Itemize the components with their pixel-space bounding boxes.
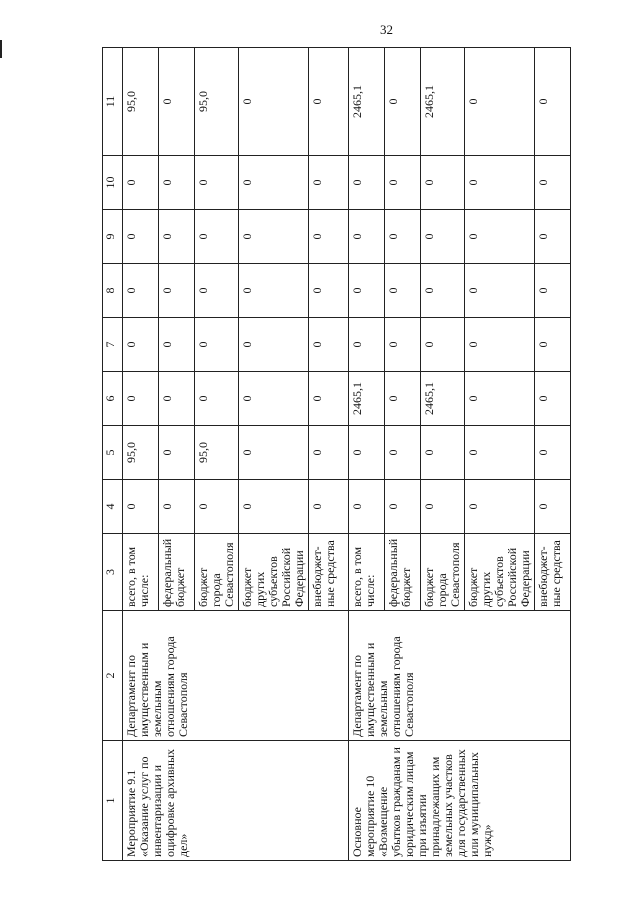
value-cell: 0 xyxy=(349,210,385,264)
value-cell: 0 xyxy=(385,426,421,480)
value-cell: 0 xyxy=(309,48,349,156)
value-cell: 0 xyxy=(385,318,421,372)
header-cell: 7 xyxy=(103,318,123,372)
value-cell: 0 xyxy=(239,48,309,156)
value-cell: 0 xyxy=(385,210,421,264)
value-cell: 0 xyxy=(309,372,349,426)
value-cell: 0 xyxy=(239,426,309,480)
value-cell: 0 xyxy=(349,318,385,372)
funding-source: внебюджет-ные средства xyxy=(535,534,571,611)
value-cell: 0 xyxy=(195,156,239,210)
value-cell: 0 xyxy=(239,156,309,210)
value-cell: 0 xyxy=(159,318,195,372)
value-cell: 0 xyxy=(349,480,385,534)
value-cell: 0 xyxy=(535,210,571,264)
header-cell: 11 xyxy=(103,48,123,156)
value-cell: 0 xyxy=(535,372,571,426)
value-cell: 0 xyxy=(123,210,159,264)
value-cell: 0 xyxy=(535,264,571,318)
value-cell: 0 xyxy=(465,210,535,264)
funding-source: федеральный бюджет xyxy=(385,534,421,611)
value-cell: 0 xyxy=(465,480,535,534)
value-cell: 0 xyxy=(159,48,195,156)
value-cell: 0 xyxy=(535,480,571,534)
value-cell: 0 xyxy=(239,372,309,426)
funding-source: федеральный бюджет xyxy=(159,534,195,611)
value-cell: 0 xyxy=(535,426,571,480)
value-cell: 0 xyxy=(309,426,349,480)
value-cell: 0 xyxy=(349,156,385,210)
value-cell: 2465,1 xyxy=(349,48,385,156)
value-cell: 0 xyxy=(123,372,159,426)
value-cell: 0 xyxy=(465,48,535,156)
rotated-table-container xyxy=(102,48,563,861)
value-cell: 0 xyxy=(159,210,195,264)
value-cell: 0 xyxy=(239,210,309,264)
value-cell: 0 xyxy=(465,318,535,372)
value-cell: 0 xyxy=(309,156,349,210)
funding-source: бюджет города Севастополя xyxy=(421,534,465,611)
value-cell: 0 xyxy=(309,318,349,372)
value-cell: 0 xyxy=(421,210,465,264)
value-cell: 0 xyxy=(385,156,421,210)
value-cell: 0 xyxy=(309,264,349,318)
value-cell: 0 xyxy=(465,264,535,318)
value-cell: 0 xyxy=(385,372,421,426)
header-cell: 3 xyxy=(103,534,123,611)
value-cell: 0 xyxy=(465,426,535,480)
header-cell: 9 xyxy=(103,210,123,264)
value-cell: 0 xyxy=(385,480,421,534)
value-cell: 0 xyxy=(535,156,571,210)
value-cell: 0 xyxy=(239,480,309,534)
funding-source: бюджет других субъектов Российской Федерации xyxy=(465,534,535,611)
value-cell: 0 xyxy=(535,318,571,372)
left-edge-mark xyxy=(0,40,2,58)
value-cell: 2465,1 xyxy=(349,372,385,426)
value-cell: 0 xyxy=(421,480,465,534)
value-cell: 0 xyxy=(195,480,239,534)
value-cell: 0 xyxy=(385,264,421,318)
table-row xyxy=(349,48,385,861)
value-cell: 0 xyxy=(421,426,465,480)
value-cell: 2465,1 xyxy=(421,372,465,426)
measure-name: Мероприятие 9.1 «Оказание услуг по инвентаризации и оцифровке архивных дел» xyxy=(123,741,349,861)
value-cell: 95,0 xyxy=(195,426,239,480)
value-cell: 95,0 xyxy=(123,426,159,480)
value-cell: 0 xyxy=(421,156,465,210)
value-cell: 0 xyxy=(239,318,309,372)
value-cell: 95,0 xyxy=(123,48,159,156)
header-row xyxy=(103,48,123,861)
value-cell: 0 xyxy=(309,480,349,534)
value-cell: 0 xyxy=(535,48,571,156)
header-cell: 4 xyxy=(103,480,123,534)
value-cell: 0 xyxy=(159,426,195,480)
value-cell: 0 xyxy=(195,264,239,318)
header-cell: 6 xyxy=(103,372,123,426)
header-cell: 8 xyxy=(103,264,123,318)
measure-name: Основное мероприятие 10 «Возмещение убытков гражданам и юридическим лицам при изъятии принадлежащих им земельных участков для государственных или муниципальных нужд» xyxy=(349,741,571,861)
value-cell: 95,0 xyxy=(195,48,239,156)
value-cell: 0 xyxy=(421,264,465,318)
value-cell: 0 xyxy=(123,318,159,372)
funding-source: всего, в том числе: xyxy=(123,534,159,611)
value-cell: 0 xyxy=(309,210,349,264)
value-cell: 0 xyxy=(239,264,309,318)
funding-source: всего, в том числе: xyxy=(349,534,385,611)
responsible-dept: Департамент по имущественным и земельным отношениям города Севастополя xyxy=(349,611,571,741)
budget-table xyxy=(102,47,571,861)
value-cell: 0 xyxy=(123,480,159,534)
value-cell: 0 xyxy=(195,210,239,264)
value-cell: 0 xyxy=(159,156,195,210)
value-cell: 0 xyxy=(195,372,239,426)
value-cell: 0 xyxy=(123,156,159,210)
value-cell: 0 xyxy=(349,426,385,480)
value-cell: 0 xyxy=(159,264,195,318)
value-cell: 0 xyxy=(159,480,195,534)
value-cell: 0 xyxy=(349,264,385,318)
funding-source: бюджет других субъектов Российской Федерации xyxy=(239,534,309,611)
value-cell: 0 xyxy=(385,48,421,156)
responsible-dept: Департамент по имущественным и земельным отношениям города Севастополя xyxy=(123,611,349,741)
value-cell: 0 xyxy=(421,318,465,372)
value-cell: 2465,1 xyxy=(421,48,465,156)
table-row xyxy=(123,48,159,861)
value-cell: 0 xyxy=(465,372,535,426)
value-cell: 0 xyxy=(123,264,159,318)
funding-source: внебюджет-ные средства xyxy=(309,534,349,611)
value-cell: 0 xyxy=(465,156,535,210)
header-cell: 2 xyxy=(103,611,123,741)
header-cell: 10 xyxy=(103,156,123,210)
page-number: 32 xyxy=(380,22,393,37)
funding-source: бюджет города Севастополя xyxy=(195,534,239,611)
header-cell: 1 xyxy=(103,741,123,861)
value-cell: 0 xyxy=(195,318,239,372)
value-cell: 0 xyxy=(159,372,195,426)
header-cell: 5 xyxy=(103,426,123,480)
